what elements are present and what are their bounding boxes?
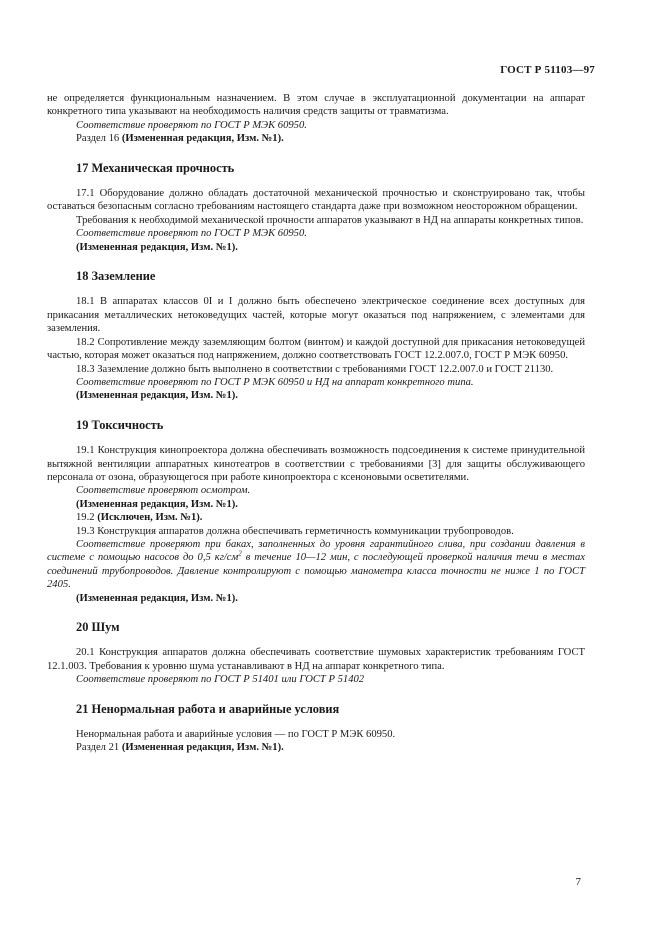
s17-amendment: (Измененная редакция, Изм. №1). [76,241,238,253]
s19-check2 [47,538,585,592]
document-code-header: ГОСТ Р 51103—97 [500,64,595,76]
s17-p2: Требования к необходимой механической прочности аппаратов указывают в НД на аппараты конкретных типов. [76,214,584,226]
s18-p3: 18.3 Заземление должно быть выполнено в соответствии с требованиями ГОСТ 12.2.007.0 и ГОСТ 21130. [76,363,554,375]
section-17-title: 17 Механическая прочность [76,160,235,175]
document-body [47,92,585,755]
s17-check: Соответствие проверяют по ГОСТ Р МЭК 60950. [76,228,307,240]
s18-check: Соответствие проверяют по ГОСТ Р МЭК 60950 и НД на аппарат конкретного типа. [76,376,474,388]
intro-amendment [47,132,585,145]
s19-p1: 19.1 Конструкция кинопроектора должна обеспечивать возможность подсоединения к системе принудительной вытяжной вентиляции аппаратных кинотеатров в соответствии с требованиями [3] для защиты обслуживающего персонала от озона, образующегося при работе кинопроектора с ксеноновыми осветителями. [47,445,585,483]
s17-p1: 17.1 Оборудование должно обладать достаточной механической прочностью и сконструировано так, чтобы оставаться безопасным согласно требованиям настоящего стандарта даже при возможном неосторожном обращении. [47,188,585,213]
s19-check2-part2: в течение 10—12 мин, с последующей проверкой наличия течи в местах соединений трубопроводов. Давление контролируют с помощью манометра класса точности не ниже 1 по ГОСТ 2405. [47,552,585,591]
s18-p2: 18.2 Сопротивление между заземляющим болтом (винтом) и каждой доступной для прикасания нетоковедущей частью, которая может оказаться под напряжением, должно соответствовать ГОСТ 12.2.007.0, ГОСТ Р МЭК 60950. [47,336,585,362]
section-19-title: 19 Токсичность [76,417,164,432]
s19-amendment1: (Измененная редакция, Изм. №1). [76,498,238,510]
s19-p2 [47,511,585,524]
section-20-title: 20 Шум [76,620,120,634]
s19-check2-part1: Соответствие проверяют при баках, заполненных до уровня гарантийного слива, при создании давления в системе с помощью насосов до 0,5 кг/см [47,538,585,564]
s19-p3: 19.3 Конструкция аппаратов должна обеспечивать герметичность коммуникации трубопроводов. [76,525,514,537]
s21-amend-prefix: Раздел 21 [76,742,122,754]
s21-p1: Ненормальная работа и аварийные условия — по ГОСТ Р МЭК 60950. [76,729,396,741]
intro-check: Соответствие проверяют по ГОСТ Р МЭК 60950. [76,119,307,131]
s21-amend-text: (Измененная редакция, Изм. №1). [121,742,284,754]
intro-amend-text: (Измененная редакция, Изм. №1). [121,133,284,145]
page-number: 7 [575,876,581,888]
s18-amendment: (Измененная редакция, Изм. №1). [76,390,238,402]
s20-check: Соответствие проверяют по ГОСТ Р 51401 или ГОСТ Р 51402 [76,674,365,686]
section-18-title: 18 Заземление [76,269,156,284]
s19-check1: Соответствие проверяют осмотром. [76,485,251,497]
s21-amendment [47,741,585,754]
intro-amend-prefix: Раздел 16 [76,133,122,145]
s19-amendment2: (Измененная редакция, Изм. №1). [76,592,238,604]
intro-paragraph: не определяется функциональным назначением. В этом случае в эксплуатационной документации на аппарат конкретного типа указывают на необходимость наличия средств защиты от травматизма. [47,93,585,118]
s19-p2-text: (Исключен, Изм. №1). [97,512,203,524]
s19-p2-number: 19.2 [76,512,98,524]
section-21-title: 21 Ненормальная работа и аварийные условия [76,701,340,716]
s19-check2-superscript: 2 [238,549,242,558]
s20-p1: 20.1 Конструкция аппаратов должна обеспечивать соответствие шумовых характеристик требованиям ГОСТ 12.1.003. Требования к уровню шума устанавливают в НД на аппарат конкретного типа. [47,647,585,672]
s18-p1: 18.1 В аппаратах классов 0I и I должно быть обеспечено электрическое соединение всех доступных для прикасания металлических нетоковедущих частей, которые могут оказаться под напряжением, с элементами для заземления. [47,296,585,335]
